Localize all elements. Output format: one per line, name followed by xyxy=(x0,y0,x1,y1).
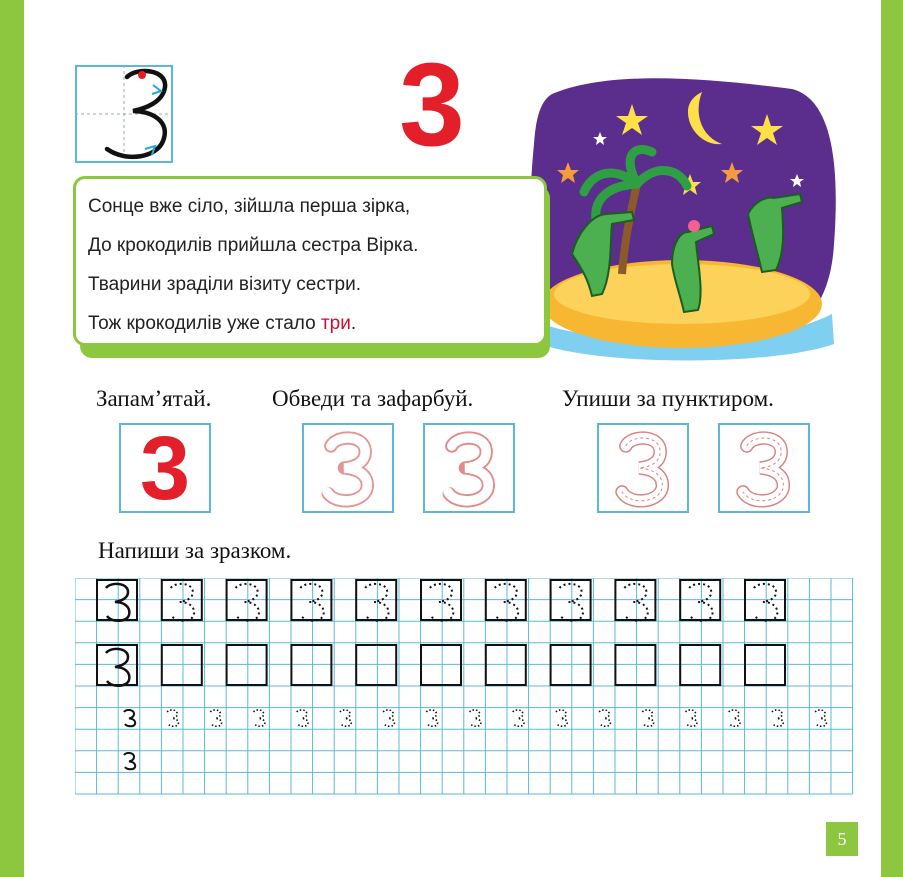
practice-digit-row1 xyxy=(300,584,323,621)
small-digit-row3 xyxy=(815,710,826,726)
practice-digit-row1 xyxy=(236,584,259,621)
small-digit-row3 xyxy=(513,710,524,726)
practice-box-row2 xyxy=(291,645,331,685)
left-green-border xyxy=(0,0,24,877)
small-digit-row3 xyxy=(124,710,135,726)
writing-guide-box xyxy=(75,65,173,163)
poem-line-4-suffix: . xyxy=(350,313,357,334)
poem-highlight-word: три xyxy=(320,313,351,334)
small-digit-row3 xyxy=(210,710,221,726)
practice-box-row2 xyxy=(227,645,267,685)
small-digit-row4 xyxy=(124,753,135,769)
small-digit-row3 xyxy=(426,710,437,726)
poem-box xyxy=(73,176,547,346)
night-island-illustration xyxy=(522,74,840,364)
practice-digit-row1 xyxy=(106,584,129,621)
practice-box-row2 xyxy=(615,645,655,685)
small-digit-row3 xyxy=(686,710,697,726)
practice-digit-row1 xyxy=(430,584,453,621)
practice-digit-row1 xyxy=(624,584,647,621)
right-green-border xyxy=(881,0,903,877)
writing-practice-grid xyxy=(75,578,855,798)
small-digit-row3 xyxy=(254,710,265,726)
title-digit: 3 xyxy=(399,39,465,171)
sample-digit-box xyxy=(119,419,211,519)
small-digit-row3 xyxy=(556,710,567,726)
practice-box-row2 xyxy=(356,645,396,685)
dotted-box-1 xyxy=(597,423,689,513)
practice-digit-row1 xyxy=(495,584,518,621)
practice-box-row2 xyxy=(551,645,591,685)
small-digit-row3 xyxy=(383,710,394,726)
page-number: 5 xyxy=(826,822,858,856)
instruction-remember: Запам’ятай. xyxy=(96,386,212,411)
poem-line-4 xyxy=(88,304,544,343)
small-digit-row3 xyxy=(642,710,653,726)
small-digit-row3 xyxy=(167,710,178,726)
practice-box-row2 xyxy=(680,645,720,685)
instruction-trace-color: Обведи та зафарбуй. xyxy=(272,386,474,411)
practice-digit-row1 xyxy=(689,584,712,621)
practice-digit-row1 xyxy=(754,584,777,621)
practice-box-row2 xyxy=(421,645,461,685)
small-digit-row3 xyxy=(340,710,351,726)
practice-box-row2 xyxy=(97,645,137,685)
practice-digit-row1 xyxy=(171,584,194,621)
practice-digit-row1 xyxy=(365,584,388,621)
trace-box-1 xyxy=(302,423,394,513)
dotted-box-2 xyxy=(718,423,810,513)
poem-line-3: Тварини зраділи візиту сестри. xyxy=(88,274,361,295)
poem-line-2: До крокодилів прийшла сестра Вірка. xyxy=(88,235,419,256)
practice-box-row2 xyxy=(162,645,202,685)
small-digit-row3 xyxy=(297,710,308,726)
poem-line-4-prefix: Тож крокодилів уже стало xyxy=(88,313,321,334)
instruction-write-sample: Напиши за зразком. xyxy=(98,538,292,563)
practice-digit-row2 xyxy=(106,649,129,686)
trace-box-2 xyxy=(423,423,515,513)
small-digit-row3 xyxy=(772,710,783,726)
small-digit-row3 xyxy=(470,710,481,726)
practice-digit-row1 xyxy=(560,584,583,621)
grid-canvas xyxy=(75,578,855,798)
instruction-write-dotted: Упиши за пунктиром. xyxy=(562,386,774,411)
practice-box-row2 xyxy=(745,645,785,685)
practice-box-row2 xyxy=(486,645,526,685)
sample-digit: 3 xyxy=(139,419,191,519)
small-digit-row3 xyxy=(729,710,740,726)
poem-line-1: Сонце вже сіло, зійшла перша зірка, xyxy=(88,196,411,217)
small-digit-row3 xyxy=(599,710,610,726)
